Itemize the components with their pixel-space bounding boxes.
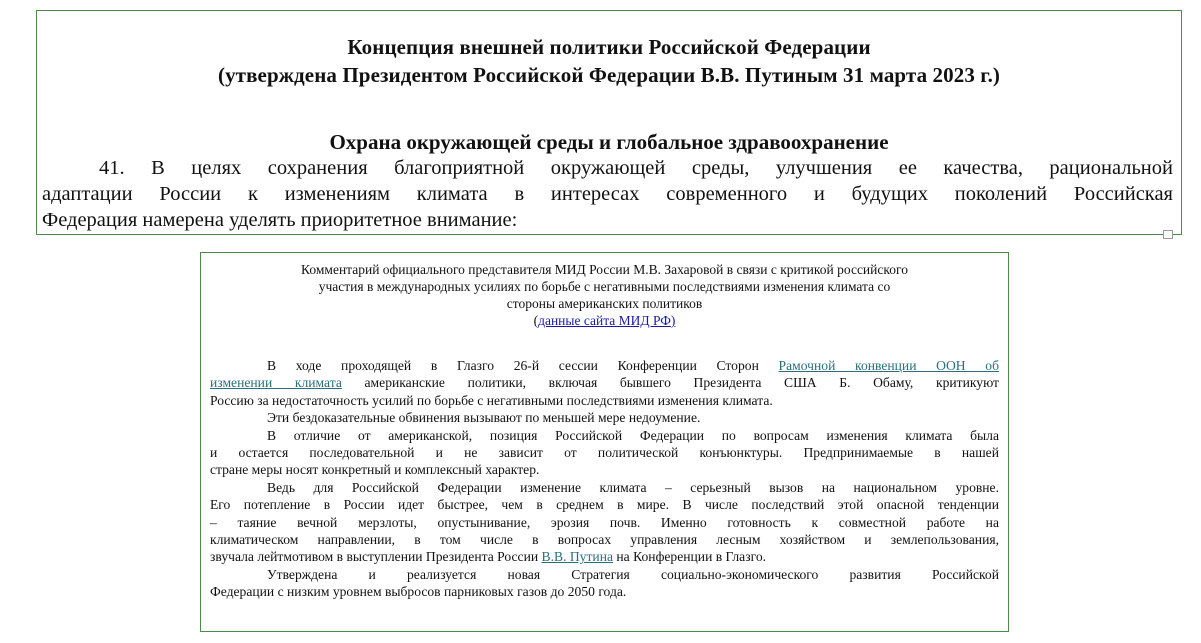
mfa-comment-box <box>200 252 1009 632</box>
body-text: на Конференции в Глазго. <box>613 549 767 565</box>
body-line <box>210 374 999 391</box>
body-text: звучала лейтмотивом в выступлении Президента России <box>210 549 542 565</box>
paragraph-41 <box>42 155 1173 233</box>
mfa-site-link[interactable]: данные сайта МИД РФ <box>538 313 671 328</box>
body-line: Ведь для Российской Федерации изменение климата – серьезный вызов на национальном уровне. <box>267 479 999 495</box>
paragraph-line: Федерация намерена уделять приоритетное внимание: <box>42 209 518 231</box>
comment-header <box>201 261 1008 329</box>
header-line: участия в международных усилиях по борьбе с негативными последствиями изменения климата со <box>318 279 891 294</box>
body-text: американские политики, включая бывшего Президента США Б. Обаму, критикуют <box>341 375 999 391</box>
paren-open: ( <box>533 313 539 328</box>
concept-title: Концепция внешней политики Российской Федерации <box>347 35 871 59</box>
body-line: климатическом направлении, в том числе в вопросах управления лесным хозяйством и землепользования, <box>210 532 999 548</box>
body-line: – таяние вечной мерзлоты, опустынивание, эрозия почв. Именно готовность к совместной работе на <box>210 514 999 530</box>
resize-handle[interactable] <box>1163 230 1173 239</box>
body-line: стране меры носят конкретный и комплексный характер. <box>210 462 540 478</box>
putin-link[interactable]: В.В. Путина <box>541 549 613 565</box>
paragraph-line: 41. В целях сохранения благоприятной окружающей среды, улучшения ее качества, рациональной <box>99 157 1173 179</box>
source-line <box>201 312 1008 329</box>
concept-excerpt-box <box>36 10 1182 235</box>
comment-body <box>210 357 999 601</box>
paragraph-line: адаптации России к изменениям климата в интересах современного и будущих поколений Российская <box>42 183 1173 205</box>
body-line: Россию за недостаточность усилий по борьбе с негативными последствиями изменения климата. <box>210 392 773 408</box>
body-line <box>210 548 999 565</box>
body-line: Утверждена и реализуется новая Стратегия социально-экономического развития Российской <box>267 566 999 582</box>
body-line: Федерации с низким уровнем выбросов парниковых газов до 2050 года. <box>210 584 627 600</box>
section-heading: Охрана окружающей среды и глобальное здравоохранение <box>329 130 889 154</box>
body-line <box>210 357 999 374</box>
body-line: В отличие от американской, позиция Российской Федерации по вопросам изменения климата была <box>267 427 999 443</box>
body-line: и остается последовательной и не зависит от политической конъюнктуры. Предпринимаемые в нашей <box>210 445 999 461</box>
body-text: В ходе проходящей в Глазго 26-й сессии Конференции Сторон <box>267 358 779 373</box>
unfccc-link-cont[interactable]: изменении климата <box>210 375 342 391</box>
paren-close: ) <box>670 313 676 328</box>
header-line: стороны американских политиков <box>506 296 703 311</box>
concept-subtitle: (утверждена Президентом Российской Федерации В.В. Путиным 31 марта 2023 г.) <box>217 63 1001 87</box>
body-line: Его потепление в России идет быстрее, чем в среднем в мире. В числе последствий этой опасной тенденции <box>210 497 999 513</box>
header-line: Комментарий официального представителя МИД России М.В. Захаровой в связи с критикой российского <box>301 262 908 277</box>
body-line: Эти бездоказательные обвинения вызывают по меньшей мере недоумение. <box>267 410 701 426</box>
unfccc-link[interactable]: Рамочной конвенции ООН об <box>778 358 999 373</box>
